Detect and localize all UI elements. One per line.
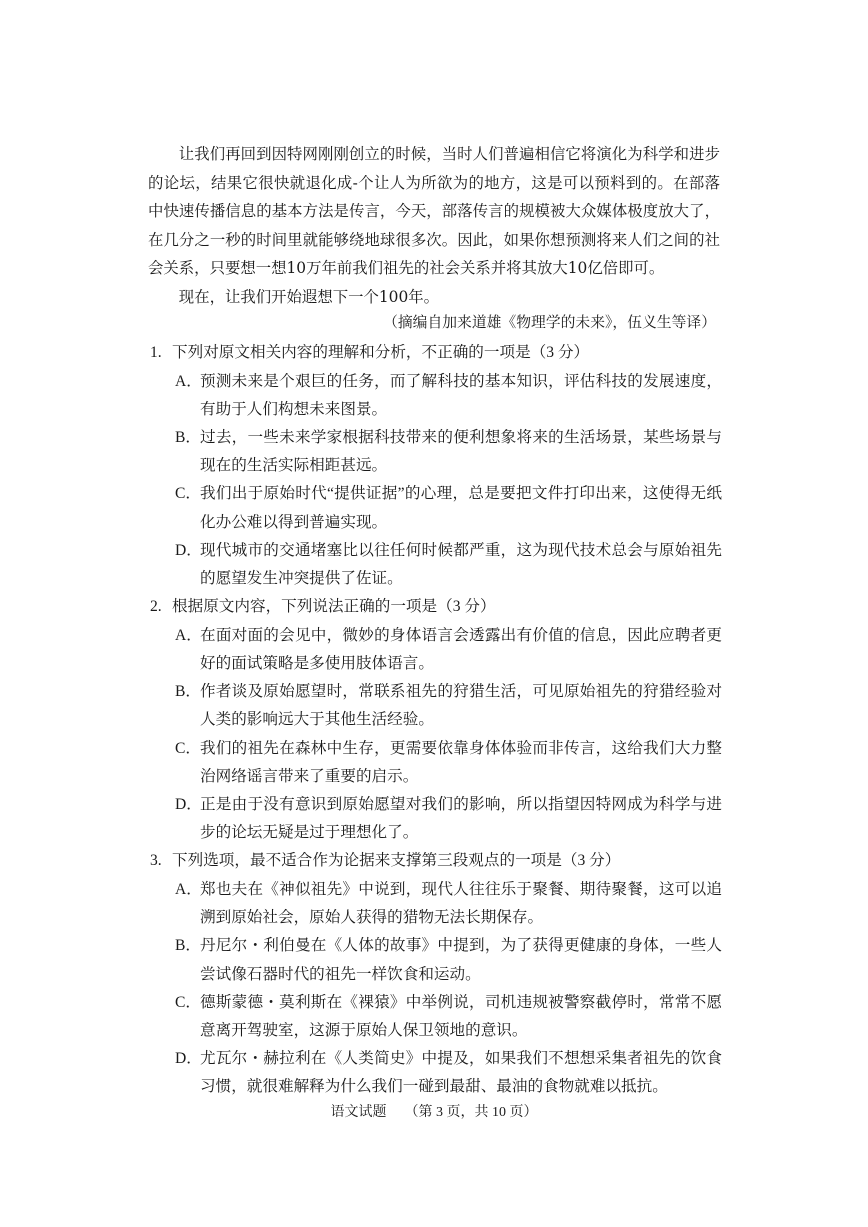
question-1 — [150, 339, 722, 593]
option-letter: D． — [175, 541, 202, 559]
footer-page-info: （第 3 页，共 10 页） — [404, 1105, 538, 1120]
option-letter: C． — [175, 485, 201, 503]
question-stem — [150, 847, 722, 876]
option-a — [150, 876, 722, 932]
footer-subject: 语文试题 — [330, 1105, 387, 1120]
question-2 — [150, 593, 722, 847]
option-letter: A． — [175, 626, 202, 644]
option-text: 德斯蒙德・莫利斯在《裸猿》中举例说，司机违规被警察截停时，常常不愿意离开驾驶室，这源于原始人保卫领地的意识。 — [200, 993, 722, 1039]
option-text: 丹尼尔・利伯曼在《人体的故事》中提到，为了获得更健康的身体，一些人尝试像石器时代的祖先一样饮食和运动。 — [200, 937, 722, 983]
passage-source: （摘编自加来道雄《物理学的未来》，伍义生等译） — [383, 314, 716, 331]
option-text: 我们的祖先在森林中生存，更需要依靠身体体验而非传言，这给我们大力整治网络谣言带来了重要的启示。 — [200, 739, 722, 785]
option-a — [150, 368, 722, 424]
page-footer — [0, 1101, 868, 1121]
option-letter: A． — [175, 880, 202, 898]
question-text: 根据原文内容，下列说法正确的一项是（3 分） — [172, 598, 496, 616]
question-3 — [150, 847, 722, 1101]
option-letter: B． — [175, 683, 201, 701]
option-letter: D． — [175, 1050, 202, 1068]
passage-paragraph: 让我们再回到因特网刚刚创立的时候，当时人们普遍相信它将演化为科学和进步的论坛，结果它很快就退化成-个让人为所欲为的地方，这是可以预料到的。在部落中快速传播信息的基本方法是传言，今天，部落传言的规模被大众媒体极度放大了，在几分之一秒的时间里就能够绕地球很多次。因此，如果你想预测将来人们之间的社会关系，只要想一想10万年前我们祖先的社会关系并将其放大10亿倍即可。 — [148, 145, 720, 278]
option-c — [150, 989, 722, 1045]
question-text: 下列选项，最不适合作为论据来支撑第三段观点的一项是（3 分） — [172, 852, 621, 870]
option-text: 预测未来是个艰巨的任务，而了解科技的基本知识，评估科技的发展速度，有助于人们构想未来图景。 — [200, 372, 722, 418]
option-b — [150, 932, 722, 988]
question-number: 2. — [150, 598, 162, 616]
option-letter: B． — [175, 937, 201, 955]
option-letter: D． — [175, 795, 202, 813]
option-text: 过去，一些未来学家根据科技带来的便利想象将来的生活场景，某些场景与现在的生活实际相距甚远。 — [200, 428, 722, 475]
option-c — [150, 735, 722, 791]
option-text: 我们出于原始时代“提供证据”的心理，总是要把文件打印出来，这使得无纸化办公难以得到普遍实现。 — [200, 485, 722, 531]
option-text: 现代城市的交通堵塞比以往任何时候都严重，这为现代技术总会与原始祖先的愿望发生冲突提供了佐证。 — [200, 541, 722, 587]
option-text: 郑也夫在《神似祖先》中说到，现代人往往乐于聚餐、期待聚餐，这可以追溯到原始社会，原始人获得的猎物无法长期保存。 — [200, 880, 722, 927]
option-letter: B． — [175, 428, 201, 446]
option-text: 作者谈及原始愿望时，常联系祖先的狩猎生活，可见原始祖先的狩猎经验对人类的影响远大于其他生活经验。 — [200, 683, 722, 729]
option-letter: A． — [175, 372, 202, 390]
question-stem — [150, 593, 722, 622]
option-d — [150, 537, 722, 593]
question-number: 1. — [150, 344, 162, 361]
option-text: 尤瓦尔・赫拉利在《人类简史》中提及，如果我们不想想采集者祖先的饮食习惯，就很难解释为什么我们一碰到最甜、最油的食物就难以抵抗。 — [200, 1050, 722, 1096]
option-text: 在面对面的会见中，微妙的身体语言会透露出有价值的信息，因此应聘者更好的面试策略是多使用肢体语言。 — [200, 626, 722, 672]
option-d — [150, 791, 722, 847]
option-b — [150, 678, 722, 734]
question-text: 下列对原文相关内容的理解和分析，不正确的一项是（3 分） — [172, 344, 590, 361]
option-b — [150, 424, 722, 480]
option-text: 正是由于没有意识到原始愿望对我们的影响，所以指望因特网成为科学与进步的论坛无疑是过于理想化了。 — [200, 795, 722, 842]
option-c — [150, 480, 722, 536]
option-letter: C． — [175, 993, 201, 1011]
option-d — [150, 1045, 722, 1101]
reading-passage — [148, 140, 720, 312]
question-stem — [150, 339, 722, 368]
option-a — [150, 622, 722, 678]
passage-paragraph: 现在，让我们开始遐想下一个100年。 — [178, 287, 440, 306]
question-list — [150, 339, 722, 1101]
question-number: 3. — [150, 852, 162, 870]
option-letter: C． — [175, 739, 201, 757]
